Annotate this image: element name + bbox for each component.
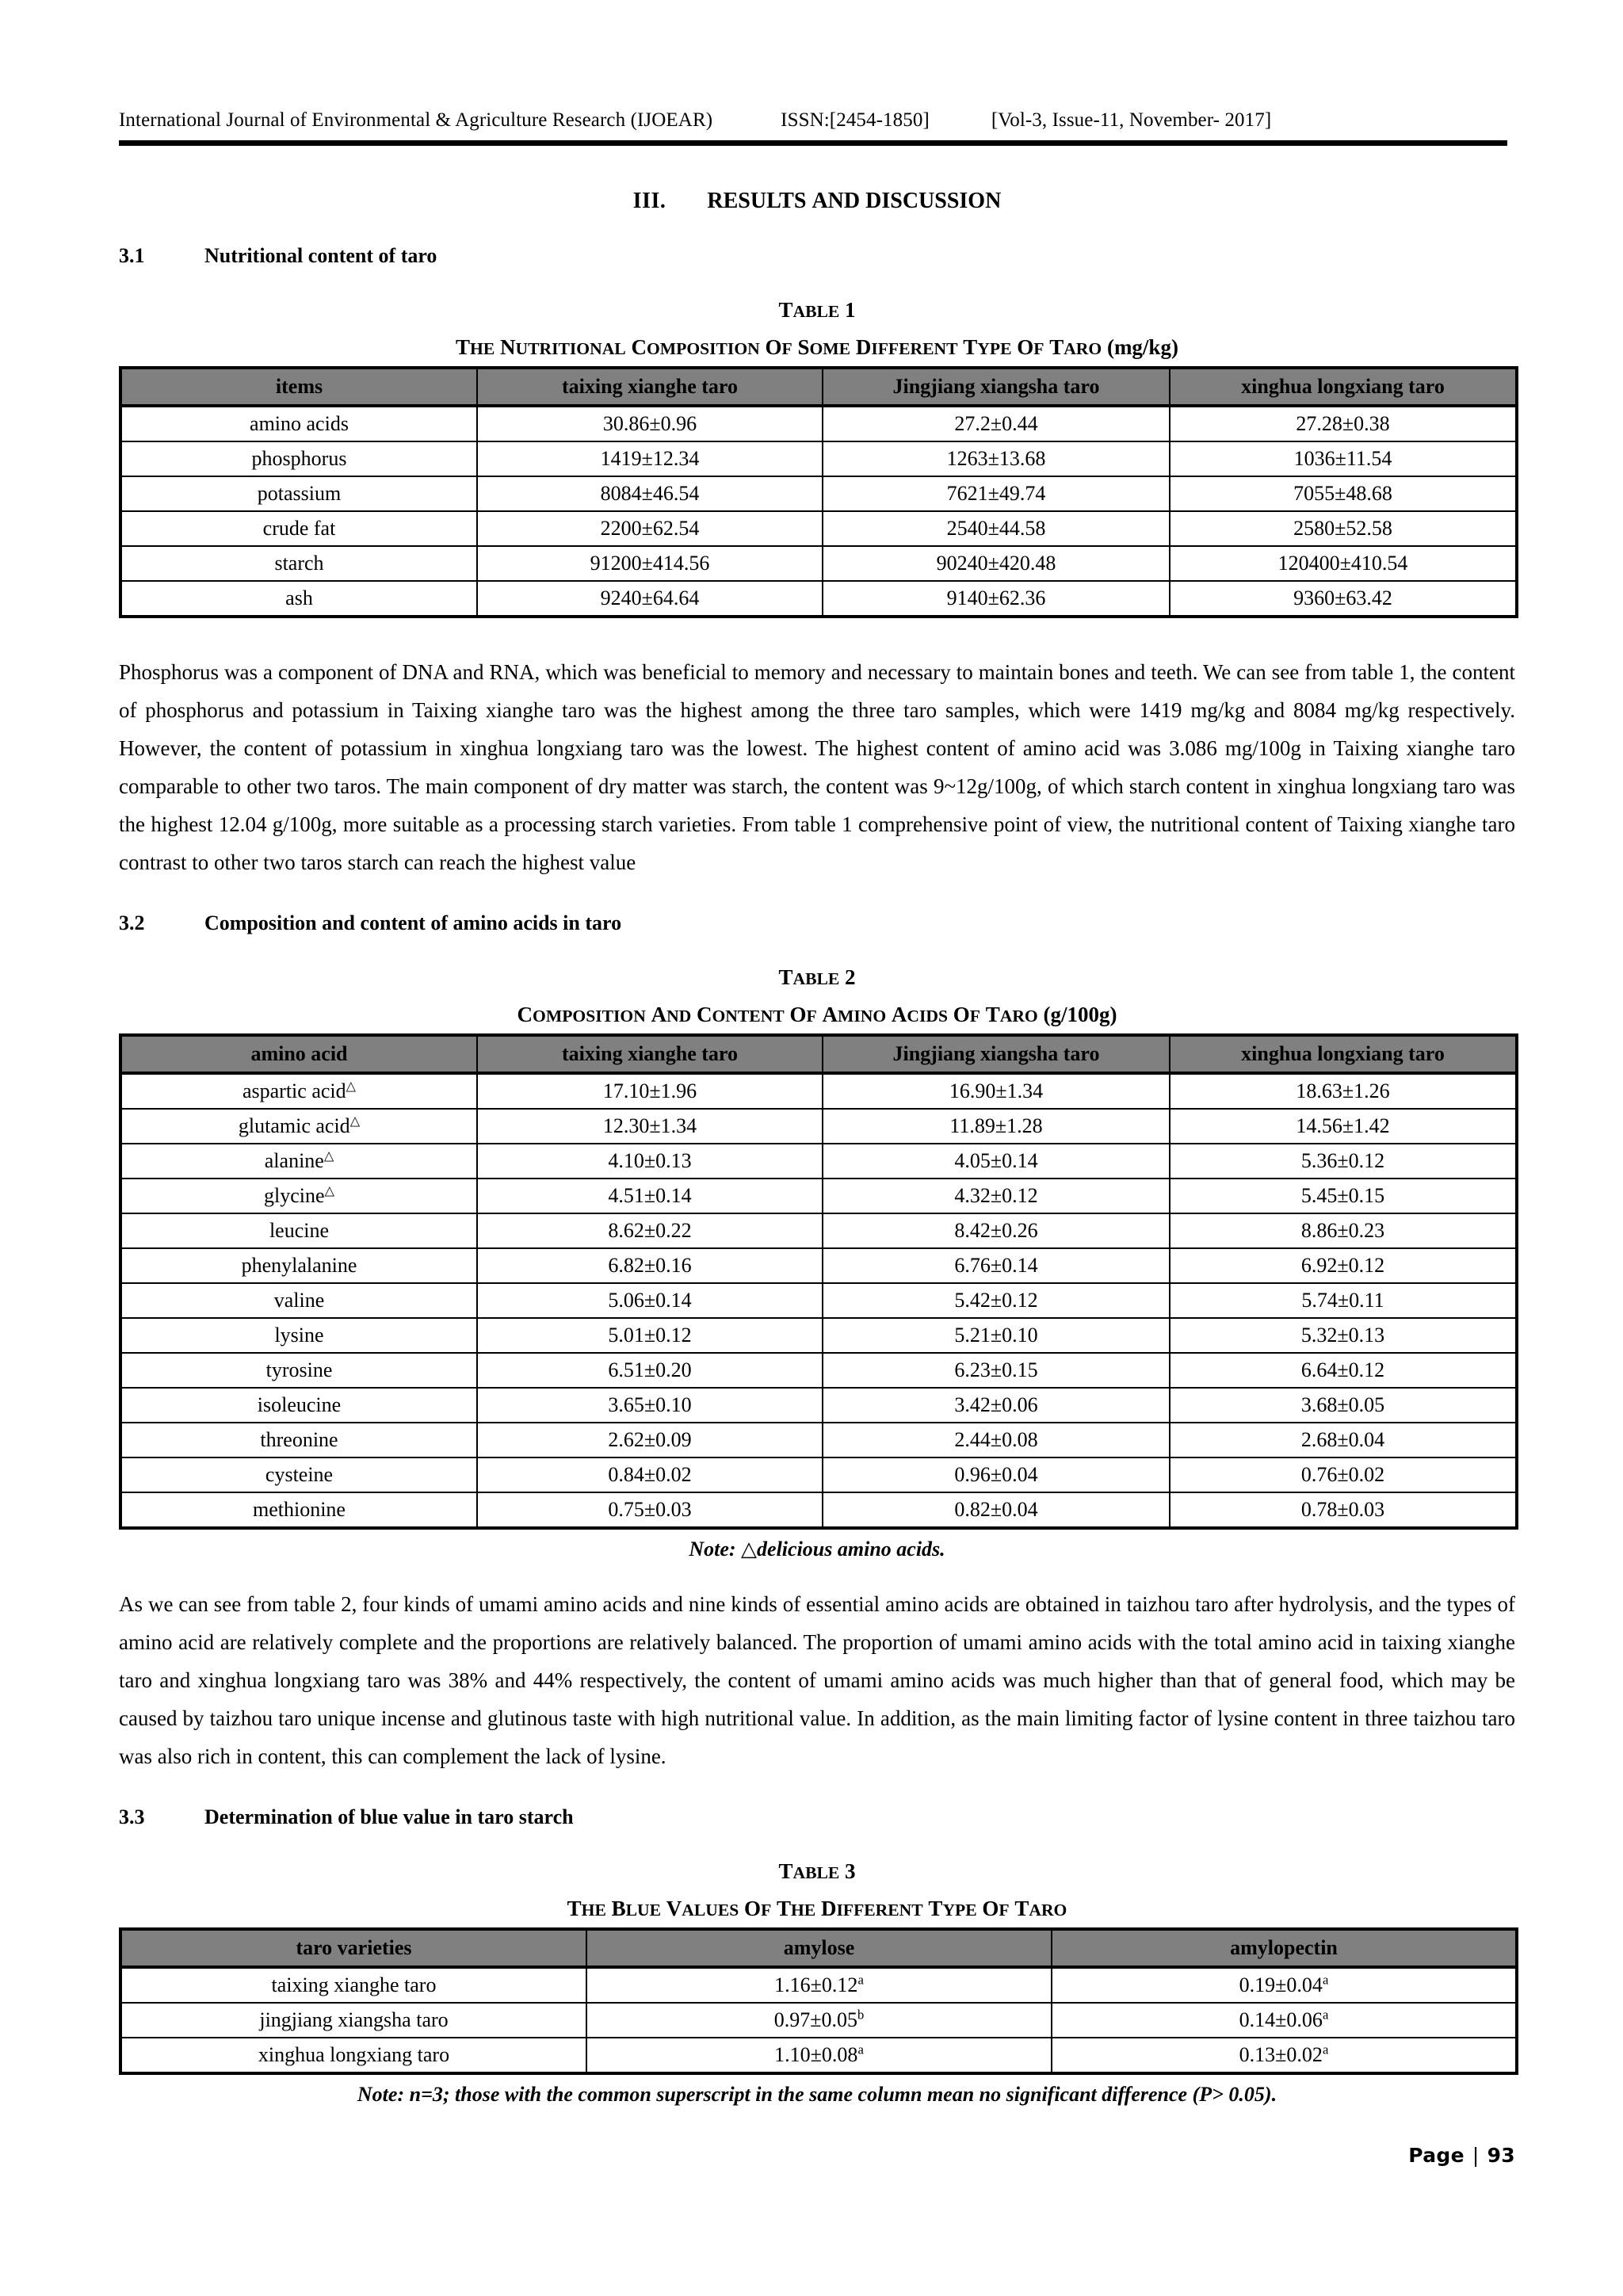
table1-row-label: amino acids (120, 406, 477, 441)
significance-letter: a (1322, 2007, 1329, 2023)
table1-subcaption: THE NUTRITIONAL COMPOSITION OF SOME DIFFERENT TYPE OF TARO (mg/kg) (456, 335, 1178, 359)
subsection-title: Composition and content of amino acids in taro (204, 911, 622, 934)
amino-acid-name: threonine (260, 1428, 338, 1451)
table2-note: Note: △delicious amino acids. (689, 1538, 945, 1561)
table2-cell-value: 16.90±1.34 (823, 1073, 1170, 1109)
journal-title: International Journal of Environmental & Agriculture Research (IJOEAR) (119, 109, 713, 131)
table1-cell-value: 91200±414.56 (477, 546, 823, 581)
table2-cell-value: 0.82±0.04 (823, 1492, 1170, 1528)
table2-cell-value: 5.06±0.14 (477, 1283, 823, 1318)
table3-col-varieties: taro varieties (120, 1929, 586, 1967)
amino-acid-name: aspartic acid (242, 1079, 346, 1102)
footer-page-number: 93 (1487, 2144, 1515, 2167)
significance-letter: a (1322, 2042, 1329, 2057)
table2-cell-value: 0.75±0.03 (477, 1492, 823, 1528)
table2-cell-value: 3.65±0.10 (477, 1388, 823, 1423)
table-row (120, 1179, 1517, 1213)
value-text: 1.10±0.08 (774, 2043, 858, 2066)
table2-row-label (120, 1318, 477, 1353)
table3-cell-amylose (586, 2038, 1052, 2073)
amino-acid-name: cysteine (265, 1463, 334, 1486)
table1-cell-value: 7621±49.74 (823, 476, 1170, 511)
delicious-marker-icon: △ (324, 1184, 334, 1198)
table1-cell-value: 1036±11.54 (1170, 441, 1517, 476)
table2-cell-value: 0.84±0.02 (477, 1457, 823, 1492)
table2-cell-value: 5.36±0.12 (1170, 1144, 1517, 1179)
table1-cell-value: 9240±64.64 (477, 581, 823, 617)
table-row (120, 441, 1517, 476)
table2-cell-value: 0.96±0.04 (823, 1457, 1170, 1492)
table-row (120, 511, 1517, 546)
amino-acid-name: alanine (264, 1149, 324, 1172)
amino-acid-name: phenylalanine (241, 1254, 357, 1277)
table1-cell-value: 30.86±0.96 (477, 406, 823, 441)
table2-row-label (120, 1248, 477, 1283)
delicious-marker-icon: △ (349, 1114, 361, 1129)
table1-col-jingjiang: Jingjiang xiangsha taro (823, 368, 1170, 406)
table2-subcaption: COMPOSITION AND CONTENT OF AMINO ACIDS OF TARO (g/100g) (517, 1003, 1117, 1026)
amino-acid-name: methionine (253, 1498, 346, 1521)
subsection-heading-3-2 (119, 911, 1515, 935)
table-row (120, 406, 1517, 441)
table2-cell-value: 5.01±0.12 (477, 1318, 823, 1353)
table3-col-amylopectin: amylopectin (1052, 1929, 1517, 1967)
table1-cell-value: 120400±410.54 (1170, 546, 1517, 581)
table-row (120, 1144, 1517, 1179)
significance-letter: a (1322, 1972, 1329, 1988)
table-row (120, 1388, 1517, 1423)
document-page (119, 0, 1515, 2296)
table1-cell-value: 2580±52.58 (1170, 511, 1517, 546)
table1-row-label: starch (120, 546, 477, 581)
table2-cell-value: 8.62±0.22 (477, 1213, 823, 1248)
table1-row-label: ash (120, 581, 477, 617)
value-text: 0.97±0.05 (773, 2008, 857, 2031)
table1-header-row (120, 368, 1517, 406)
subsection-heading-3-1 (119, 244, 1515, 268)
subsection-title: Nutritional content of taro (204, 244, 437, 267)
significance-letter: a (857, 1972, 864, 1988)
table2-row-label (120, 1423, 477, 1457)
table1-row-label: potassium (120, 476, 477, 511)
amino-acid-name: valine (273, 1289, 325, 1312)
table2-row-label (120, 1073, 477, 1109)
table-row (120, 581, 1517, 617)
amino-acid-name: lysine (274, 1324, 324, 1347)
value-text: 0.19±0.04 (1239, 1973, 1323, 1996)
table2-caption: TABLE 2 (778, 965, 856, 989)
header-rule (119, 140, 1507, 146)
table2-cell-value: 18.63±1.26 (1170, 1073, 1517, 1109)
table-row (120, 1283, 1517, 1318)
table1-col-taixing: taixing xianghe taro (477, 368, 823, 406)
table2-cell-value: 5.21±0.10 (823, 1318, 1170, 1353)
significance-letter: a (857, 2042, 864, 2057)
table2-col-amino-acid: amino acid (120, 1035, 477, 1073)
table1-cell-value: 27.2±0.44 (823, 406, 1170, 441)
table-row (120, 1109, 1517, 1144)
table1-cell-value: 2200±62.54 (477, 511, 823, 546)
table2-col-jingjiang: Jingjiang xiangsha taro (823, 1035, 1170, 1073)
table2-cell-value: 2.68±0.04 (1170, 1423, 1517, 1457)
table3-caption: TABLE 3 (778, 1859, 856, 1883)
table2-cell-value: 4.32±0.12 (823, 1179, 1170, 1213)
table3-header-row (120, 1929, 1517, 1967)
section-numeral: III. (632, 189, 666, 213)
table-row (120, 1457, 1517, 1492)
table1-cell-value: 90240±420.48 (823, 546, 1170, 581)
table-row (120, 2003, 1517, 2038)
section-heading (119, 189, 1515, 214)
table3-cell-amylopectin (1052, 2038, 1517, 2073)
table2-cell-value: 2.62±0.09 (477, 1423, 823, 1457)
amino-acid-name: glycine (264, 1184, 325, 1207)
value-text: 1.16±0.12 (774, 1973, 858, 1996)
table2-cell-value: 0.78±0.03 (1170, 1492, 1517, 1528)
table2-cell-value: 6.76±0.14 (823, 1248, 1170, 1283)
table2-cell-value: 4.05±0.14 (823, 1144, 1170, 1179)
table-row (120, 1423, 1517, 1457)
table-nutritional-composition (119, 366, 1518, 618)
table2-row-label (120, 1109, 477, 1144)
table1-cell-value: 1419±12.34 (477, 441, 823, 476)
table2-row-label (120, 1353, 477, 1388)
table3-cell-amylopectin (1052, 1967, 1517, 2003)
table-row (120, 546, 1517, 581)
table2-row-label (120, 1388, 477, 1423)
subsection-title: Determination of blue value in taro starch (204, 1805, 574, 1828)
table-row (120, 1213, 1517, 1248)
table-amino-acid-composition (119, 1033, 1518, 1530)
table-row (120, 476, 1517, 511)
subsection-number: 3.2 (119, 911, 145, 934)
table1-cell-value: 7055±48.68 (1170, 476, 1517, 511)
table2-cell-value: 14.56±1.42 (1170, 1109, 1517, 1144)
table-row (120, 1967, 1517, 2003)
delicious-marker-icon: △ (346, 1079, 357, 1094)
table1-cell-value: 9140±62.36 (823, 581, 1170, 617)
table1-row-label: phosphorus (120, 441, 477, 476)
table2-row-label (120, 1457, 477, 1492)
table1-caption: TABLE 1 (778, 298, 856, 322)
table2-cell-value: 6.64±0.12 (1170, 1353, 1517, 1388)
table-row (120, 1353, 1517, 1388)
table3-cell-amylose (586, 2003, 1052, 2038)
table-row (120, 1073, 1517, 1109)
table2-cell-value: 6.51±0.20 (477, 1353, 823, 1388)
table2-cell-value: 6.82±0.16 (477, 1248, 823, 1283)
subsection-heading-3-3 (119, 1805, 1515, 1829)
table2-header-row (120, 1035, 1517, 1073)
table3-subcaption: THE BLUE VALUES OF THE DIFFERENT TYPE OF TARO (567, 1897, 1067, 1920)
subsection-number: 3.1 (119, 244, 145, 267)
table2-col-xinghua: xinghua longxiang taro (1170, 1035, 1517, 1073)
table2-cell-value: 11.89±1.28 (823, 1109, 1170, 1144)
delicious-marker-icon: △ (323, 1149, 334, 1163)
table2-cell-value: 0.76±0.02 (1170, 1457, 1517, 1492)
table2-cell-value: 8.86±0.23 (1170, 1213, 1517, 1248)
table2-cell-value: 6.92±0.12 (1170, 1248, 1517, 1283)
table2-cell-value: 12.30±1.34 (477, 1109, 823, 1144)
table-row (120, 1318, 1517, 1353)
table1-row-label: crude fat (120, 511, 477, 546)
table3-row-label: xinghua longxiang taro (120, 2038, 586, 2073)
table3-row-label: taixing xianghe taro (120, 1967, 586, 2003)
table2-row-label (120, 1283, 477, 1318)
amino-acid-name: glutamic acid (238, 1114, 350, 1137)
amino-acid-name: leucine (269, 1219, 330, 1242)
table2-cell-value: 2.44±0.08 (823, 1423, 1170, 1457)
table-row (120, 1248, 1517, 1283)
table2-cell-value: 3.68±0.05 (1170, 1388, 1517, 1423)
value-text: 0.13±0.02 (1239, 2043, 1323, 2066)
volume-issue-text: [Vol-3, Issue-11, November- 2017] (991, 109, 1272, 131)
table2-row-label (120, 1492, 477, 1528)
paragraph-phosphorus: Phosphorus was a component of DNA and RNA, which was beneficial to memory and necessary to maintain bones and teeth. We can see from table 1, the content of phosphorus and potassium in Taixing xianghe taro was the highest among the three taro samples, which were 1419 mg/kg and 8084 mg/kg respectively. However, the content of potassium in xinghua longxiang taro was the lowest. The highest content of amino acid was 3.086 mg/100g in Taixing xianghe taro comparable to other two taros. The main component of dry matter was starch, the content was 9~12g/100g, of which starch content in xinghua longxiang taro was the highest 12.04 g/100g, more suitable as a processing starch varieties. From table 1 comprehensive point of view, the nutritional content of Taixing xianghe taro contrast to other two taros starch can reach the highest value (119, 660, 1515, 874)
table3-col-amylose: amylose (586, 1929, 1052, 1967)
section-title: RESULTS AND DISCUSSION (707, 189, 1002, 213)
table2-cell-value: 17.10±1.96 (477, 1073, 823, 1109)
significance-letter: b (857, 2007, 865, 2023)
table2-cell-value: 3.42±0.06 (823, 1388, 1170, 1423)
paragraph-umami: As we can see from table 2, four kinds of umami amino acids and nine kinds of essential amino acids are obtained in taizhou taro after hydrolysis, and the types of amino acid are relatively complete and the proportions are relatively balanced. The proportion of umami amino acids with the total amino acid in taixing xianghe taro and xinghua longxiang taro was 38% and 44% respectively, the content of umami amino acids was much higher than that of general food, which may be caused by taizhou taro unique incense and glutinous taste with high nutritional value. In addition, as the main limiting factor of lysine content in three taizhou taro was also rich in content, this can complement the lack of lysine. (119, 1592, 1515, 1768)
table1-col-items: items (120, 368, 477, 406)
table3-cell-amylose (586, 1967, 1052, 2003)
table2-cell-value: 6.23±0.15 (823, 1353, 1170, 1388)
table2-cell-value: 5.42±0.12 (823, 1283, 1170, 1318)
table3-row-label: jingjiang xiangsha taro (120, 2003, 586, 2038)
table2-row-label (120, 1179, 477, 1213)
table-row (120, 1492, 1517, 1528)
table3-note: Note: n=3; those with the common superscript in the same column mean no significant difference (P> 0.05). (357, 2083, 1277, 2106)
page-footer (1408, 2144, 1515, 2167)
table2-cell-value: 4.10±0.13 (477, 1144, 823, 1179)
table1-cell-value: 8084±46.54 (477, 476, 823, 511)
table2-cell-value: 8.42±0.26 (823, 1213, 1170, 1248)
amino-acid-name: tyrosine (265, 1358, 333, 1381)
footer-page-label: Page (1408, 2144, 1465, 2167)
table1-cell-value: 27.28±0.38 (1170, 406, 1517, 441)
table2-cell-value: 4.51±0.14 (477, 1179, 823, 1213)
table-row (120, 2038, 1517, 2073)
table3-cell-amylopectin (1052, 2003, 1517, 2038)
table1-cell-value: 1263±13.68 (823, 441, 1170, 476)
table2-cell-value: 5.32±0.13 (1170, 1318, 1517, 1353)
amino-acid-name: isoleucine (257, 1393, 342, 1416)
value-text: 0.14±0.06 (1239, 2008, 1323, 2031)
table1-col-xinghua: xinghua longxiang taro (1170, 368, 1517, 406)
running-head (119, 0, 1515, 132)
table1-cell-value: 9360±63.42 (1170, 581, 1517, 617)
table2-row-label (120, 1144, 477, 1179)
table2-cell-value: 5.74±0.11 (1170, 1283, 1517, 1318)
table-blue-values (119, 1927, 1518, 2075)
table1-cell-value: 2540±44.58 (823, 511, 1170, 546)
table2-col-taixing: taixing xianghe taro (477, 1035, 823, 1073)
table2-row-label (120, 1213, 477, 1248)
footer-separator: | (1472, 2144, 1480, 2167)
subsection-number: 3.3 (119, 1805, 145, 1828)
table2-cell-value: 5.45±0.15 (1170, 1179, 1517, 1213)
issn-text: ISSN:[2454-1850] (781, 109, 930, 131)
